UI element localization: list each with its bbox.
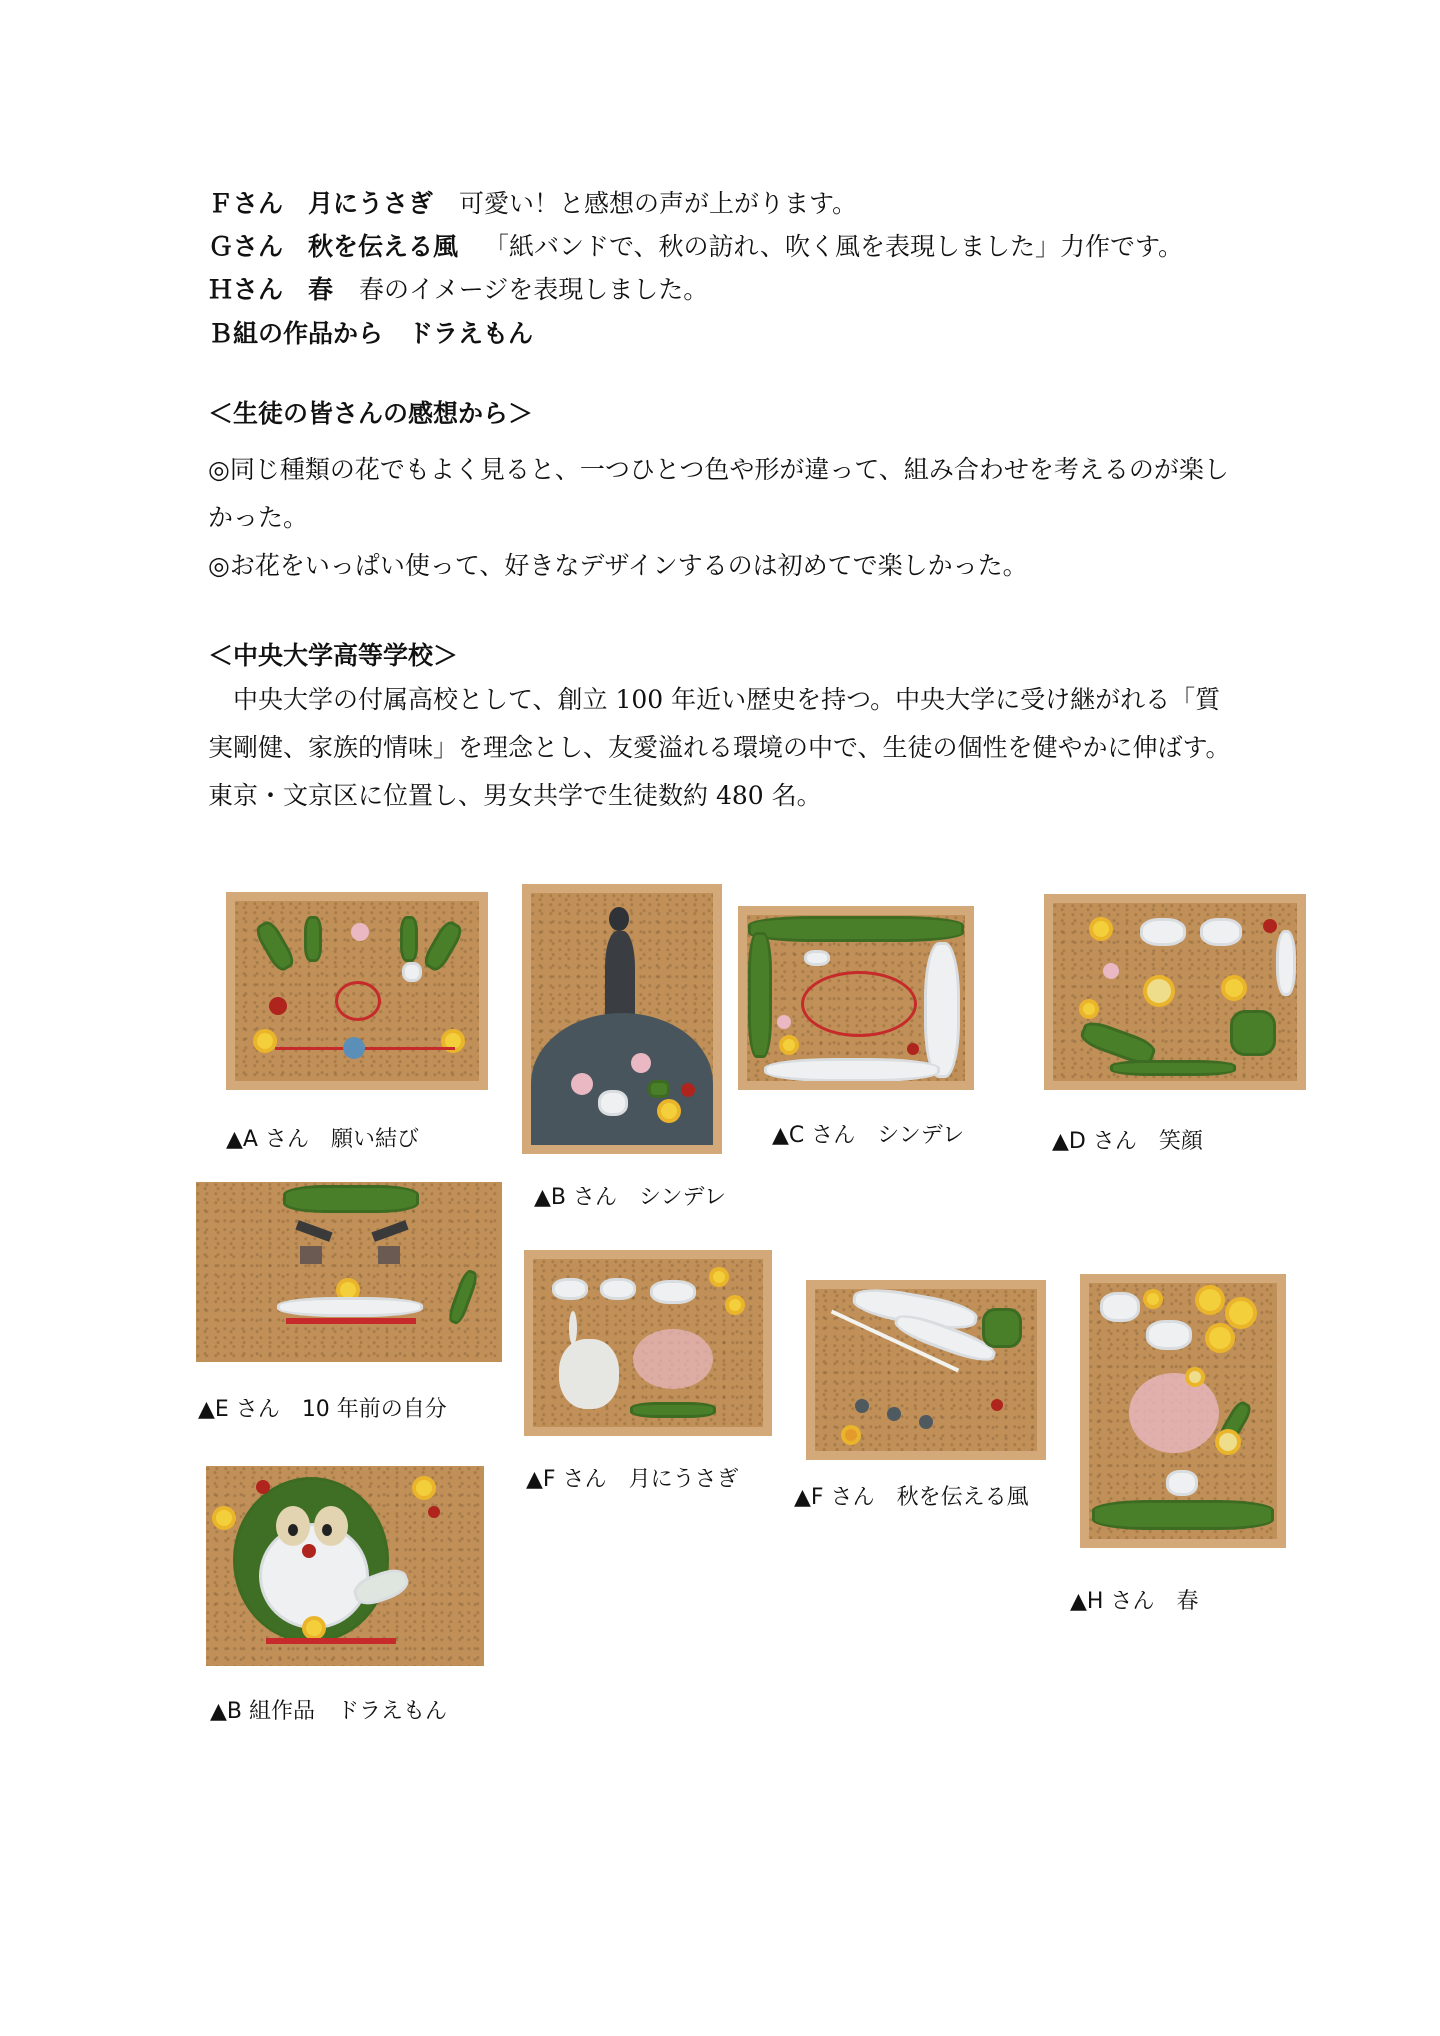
- caption-f1: ▲F さん 月にうさぎ: [526, 1467, 739, 1492]
- entry-f-text: 可愛い！と感想の声が上がります。: [459, 189, 858, 218]
- caption-bk: ▲B 組作品 ドラえもん: [210, 1699, 448, 1724]
- entry-h: [208, 272, 708, 308]
- photo-d-smile: [1044, 894, 1306, 1090]
- entry-h-text: 春のイメージを表現しました。: [359, 275, 709, 304]
- caption-d: ▲D さん 笑顔: [1052, 1129, 1203, 1154]
- school-body: 中央大学の付属高校として、創立 100 年近い歴史を持つ。中央大学に受け継がれる「質実剛健、家族的情味」を理念とし、友愛溢れる環境の中で、生徒の個性を健やかに伸ばす。東京・文京区に位置し、男女共学で生徒数約 480 名。: [208, 685, 1231, 810]
- caption-f2: ▲F さん 秋を伝える風: [794, 1485, 1029, 1510]
- impression-2: ◎お花をいっぱい使って、好きなデザインするのは初めてで楽しかった。: [208, 551, 1028, 580]
- photo-b-class-doraemon: [206, 1466, 484, 1666]
- entry-g-title: Ｇさん 秋を伝える風: [208, 232, 459, 261]
- impression-1: ◎同じ種類の花でもよく見ると、一つひとつ色や形が違って、組み合わせを考えるのが楽しかった。: [208, 455, 1229, 532]
- entry-b-class: [208, 316, 533, 352]
- caption-a: ▲A さん 願い結び: [226, 1127, 419, 1152]
- photo-f-moon-rabbit: [524, 1250, 772, 1436]
- entry-g-text: 「紙バンドで、秋の訪れ、吹く風を表現しました」力作です。: [484, 232, 1184, 261]
- entry-b-class-title: Ｂ組の作品から ドラえもん: [208, 319, 534, 348]
- caption-b: ▲B さん シンデレ: [534, 1185, 727, 1210]
- entry-g: [208, 229, 1183, 265]
- photo-a-wish-knot: [226, 892, 488, 1090]
- photo-f-autumn-wind: [806, 1280, 1046, 1460]
- entry-f: [208, 186, 857, 222]
- entry-f-title: Ｆさん 月にうさぎ: [208, 189, 434, 218]
- caption-c: ▲C さん シンデレ: [772, 1123, 965, 1148]
- impressions-heading: ＜生徒の皆さんの感想から＞: [208, 399, 534, 428]
- caption-e: ▲E さん 10 年前の自分: [198, 1397, 447, 1422]
- photo-c: [738, 906, 974, 1090]
- entry-h-title: Ｈさん 春: [208, 275, 334, 304]
- photo-b-cinderella: [522, 884, 722, 1154]
- photo-e-ten-years-ago: [196, 1182, 502, 1362]
- caption-h: ▲H さん 春: [1070, 1589, 1199, 1614]
- school-heading: ＜中央大学高等学校＞: [208, 641, 459, 670]
- photo-h-spring: [1080, 1274, 1286, 1548]
